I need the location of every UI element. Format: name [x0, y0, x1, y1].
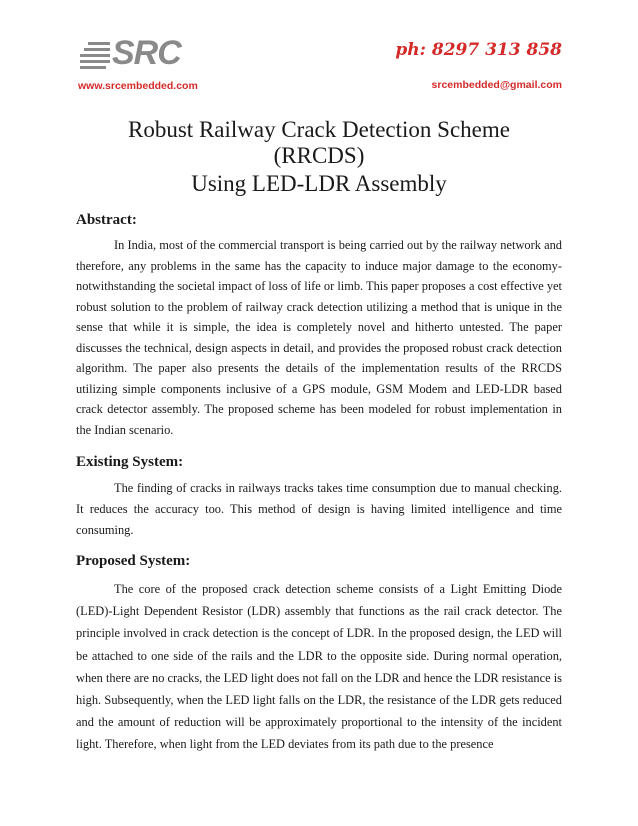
abstract-text: In India, most of the commercial transport is being carried out by the railway network and therefore, any problems in the same has the capacity to induce major damage to the economy-notwithstanding the societal impact of loss of life or limb. This paper proposes a cost effective yet robust solution to the problem of railway crack detection utilizing a method that is unique in the sense that while it is simple, the idea is completely novel and hitherto untested. The paper discusses the technical, design aspects in detail, and provides the proposed robust crack detection algorithm. The paper also presents the details of the implementation results of the RRCDS utilizing simple components inclusive of a GPS module, GSM Modem and LED-LDR based crack detector assembly. The proposed scheme has been modeled for robust implementation in the Indian scenario. — [76, 238, 562, 437]
document-title-line-2: (RRCDS) — [273, 143, 365, 168]
proposed-system-text: The core of the proposed crack detection scheme consists of a Light Emitting Diode (LED)-Light Dependent Resistor (LDR) assembly that functions as the rail crack detector. The principle involved in crack detection is the concept of LDR. In the proposed design, the LED will be attached to one side of the rails and the LDR to the opposite side. During normal operation, when there are no cracks, the LED light does not fall on the LDR and hence the LDR resistance is high. Subsequently, when the LED light falls on the LDR, the resistance of the LDR gets reduced and the amount of reduction will be approximately proportional to the intensity of the incident light. Therefore, when light from the LED deviates from its path due to the presence — [76, 582, 562, 752]
logo-text: SRC — [112, 34, 181, 72]
src-logo — [78, 34, 181, 72]
website-link[interactable]: www.srcembedded.com — [78, 80, 198, 92]
phone-number: ph: 8297 313 858 — [395, 40, 562, 60]
document-title-line-1: Robust Railway Crack Detection Scheme — [128, 117, 510, 142]
existing-system-heading: Existing System: — [76, 454, 184, 470]
logo-stripes-icon — [78, 40, 112, 70]
document-title-line-3: Using LED-LDR Assembly — [191, 171, 447, 196]
existing-system-text: The finding of cracks in railways tracks takes time consumption due to manual checking. It reduces the accuracy too. This method of design is having limited intelligence and time consuming. — [76, 481, 562, 537]
proposed-system-heading: Proposed System: — [76, 553, 191, 569]
abstract-heading: Abstract: — [76, 212, 137, 228]
email-link[interactable]: srcembedded@gmail.com — [431, 79, 562, 91]
letterhead — [0, 0, 638, 100]
